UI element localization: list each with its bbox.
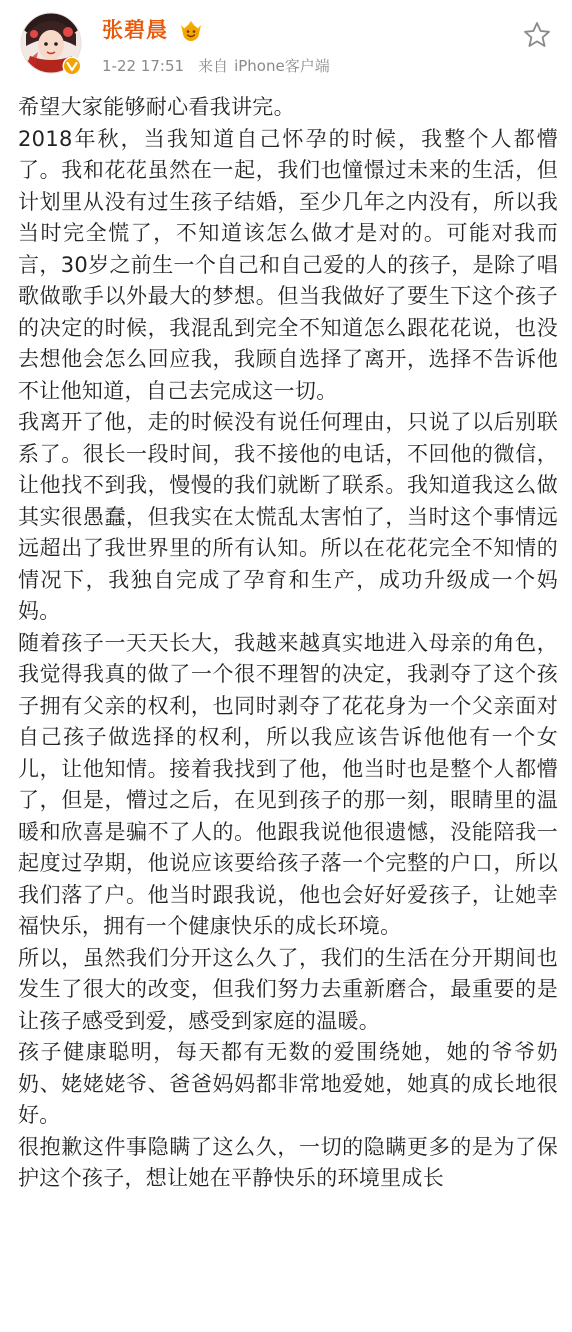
favorite-button[interactable]	[522, 20, 552, 50]
crown-smile-vip-icon[interactable]	[178, 18, 204, 42]
paragraph: 随着孩子一天天长大，我越来越真实地进入母亲的角色，我觉得我真的做了一个很不理智的决定，我剥夺了这个孩子拥有父亲的权利，也同时剥夺了花花身为一个父亲面对自己孩子做选择的权利，所以我应该告诉他他有一个女儿，让他知情。接着我找到了他，他当时也是整个人都懵了，但是，懵过之后，在见到孩子的那一刻，眼睛里的温暖和欣喜是骗不了人的。他跟我说他很遗憾，没能陪我一起度过孕期，他说应该要给孩子落一个完整的户口，所以我们落了户。他当时跟我说，他也会好好爱孩子，让她幸福快乐，拥有一个健康快乐的成长环境。	[18, 630, 558, 938]
post-meta	[102, 56, 336, 76]
post-header	[0, 0, 572, 92]
source-prefix: 来自	[198, 57, 229, 75]
post-source[interactable]: iPhone客户端	[234, 57, 330, 75]
author-name[interactable]: 张碧晨	[102, 18, 168, 42]
star-outline-icon	[522, 20, 552, 50]
paragraph: 很抱歉这件事隐瞒了这么久，一切的隐瞒更多的是为了保护这个孩子，想让她在平静快乐的环境里成长	[18, 1134, 558, 1190]
paragraph: 所以，虽然我们分开这么久了，我们的生活在分开期间也发生了很大的改变，但我们努力去重新磨合，最重要的是让孩子感受到爱，感受到家庭的温暖。	[18, 945, 558, 1033]
post-body	[18, 92, 558, 1195]
orange-verified-v-icon	[62, 56, 82, 76]
paragraph: 孩子健康聪明，每天都有无数的爱围绕她，她的爷爷奶奶、姥姥姥爷、爸爸妈妈都非常地爱她，她真的成长地很好。	[18, 1040, 558, 1127]
paragraph: 我离开了他，走的时候没有说任何理由，只说了以后别联系了。很长一段时间，我不接他的电话，不回他的微信，让他找不到我，慢慢的我们就断了联系。我知道我这么做其实很愚蠢，但我实在太慌乱太害怕了，当时这个事情远远超出了我世界里的所有认知。所以在花花完全不知情的情况下，我独自完成了孕育和生产，成功升级成一个妈妈。	[18, 410, 558, 623]
paragraph: 2018年秋，当我知道自己怀孕的时候，我整个人都懵了。我和花花虽然在一起，我们也憧憬过未来的生活，但计划里从没有过生孩子结婚，至少几年之内没有，所以我当时完全慌了，不知道该怎么做才是对的。可能对我而言，30岁之前生一个自己和自己爱的人的孩子，是除了唱歌做歌手以外最大的梦想。但当我做好了要生下这个孩子的决定的时候，我混乱到完全不知道怎么跟花花说，也没去想他会怎么回应我，我顾自选择了离开，选择不告诉他不让他知道，自己去完成这一切。	[18, 126, 558, 403]
post-timestamp: 1-22 17:51	[102, 57, 185, 75]
paragraph: 希望大家能够耐心看我讲完。	[18, 95, 295, 119]
